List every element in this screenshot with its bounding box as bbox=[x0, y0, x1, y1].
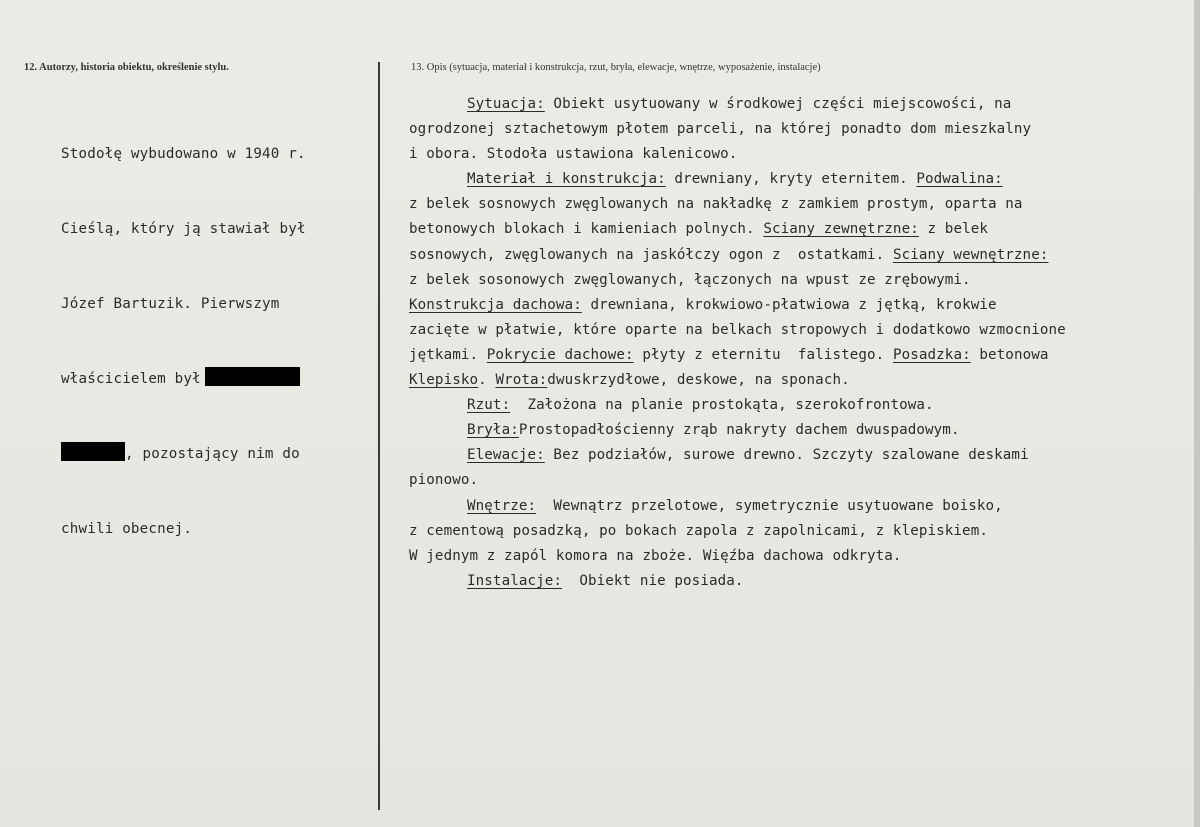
redaction-block bbox=[61, 442, 125, 461]
desc-line: z belek sosnowych zwęglowanych na nakładkę z zamkiem prostym, oparta na bbox=[409, 196, 1023, 213]
desc-line: pionowo. bbox=[409, 472, 479, 489]
desc-text: z belek bbox=[918, 221, 989, 238]
page-edge bbox=[1194, 0, 1200, 827]
desc-text: betonowych blokach i kamieniach polnych. bbox=[409, 221, 764, 238]
desc-line: ogrodzonej sztachetowym płotem parceli, na której ponadto dom mieszkalny bbox=[409, 121, 1032, 138]
history-line-text: , pozostający nim do bbox=[125, 446, 300, 462]
history-line: Cieślą, który ją stawiał był bbox=[61, 221, 306, 237]
desc-text: Obiekt usytuowany w środkowej części miejscowości, na bbox=[544, 96, 1012, 112]
label-bryla: Bryła: bbox=[467, 422, 519, 439]
label-sciany-zewnetrzne: Sciany zewnętrzne: bbox=[763, 221, 919, 238]
desc-text: drewniany, kryty eternitem. bbox=[665, 171, 917, 188]
label-sytuacja: Sytuacja: bbox=[467, 96, 545, 112]
history-line: Józef Bartuzik. Pierwszym bbox=[61, 296, 280, 312]
history-line-text: właścicielem był bbox=[61, 371, 201, 387]
desc-line bbox=[409, 494, 1184, 519]
desc-line bbox=[409, 418, 1184, 443]
desc-text: . bbox=[478, 372, 496, 389]
desc-line bbox=[409, 243, 1184, 268]
column-divider bbox=[378, 62, 380, 810]
desc-text: Bez podziałów, surowe drewno. Szczyty szalowane deskami bbox=[544, 447, 1029, 464]
label-wnetrze: Wnętrze: bbox=[467, 497, 537, 514]
desc-line bbox=[409, 343, 1184, 368]
description-text bbox=[409, 92, 1184, 594]
label-sciany-wewnetrzne: Sciany wewnętrzne: bbox=[892, 246, 1049, 263]
desc-line bbox=[409, 368, 1184, 393]
desc-line: z cementową posadzką, po bokach zapola z zapolnicami, z klepiskiem. bbox=[409, 522, 988, 539]
history-line: Stodołę wybudowano w 1940 r. bbox=[61, 146, 306, 162]
desc-line: W jednym z zapól komora na zboże. Więźba dachowa odkryta. bbox=[409, 547, 902, 564]
label-posadzka: Posadzka: bbox=[892, 346, 971, 363]
desc-text: Założona na planie prostokąta, szerokofrontowa. bbox=[510, 397, 934, 414]
desc-line bbox=[409, 443, 1184, 468]
label-material: Materiał i konstrukcja: bbox=[467, 171, 666, 188]
history-line bbox=[61, 442, 361, 467]
desc-text: betonowa bbox=[970, 346, 1049, 363]
desc-line: zacięte w płatwie, które oparte na belkach stropowych i dodatkowo wzmocnione bbox=[409, 321, 1066, 338]
label-konstrukcja-dachowa: Konstrukcja dachowa: bbox=[409, 296, 582, 313]
desc-text: płyty z eternitu falistego. bbox=[633, 346, 893, 363]
desc-text: Prostopadłościenny zrąb nakryty dachem dwuspadowym. bbox=[518, 422, 960, 439]
desc-line bbox=[409, 393, 1184, 418]
desc-text: jętkami. bbox=[409, 346, 487, 363]
desc-text: drewniana, krokwiowo-płatwiowa z jętką, krokwie bbox=[581, 296, 997, 313]
section-12-header: 12. Autorzy, historia obiektu, określenie stylu. bbox=[24, 62, 229, 73]
label-elewacje: Elewacje: bbox=[467, 447, 545, 464]
desc-line bbox=[409, 293, 1184, 318]
label-podwalina: Podwalina: bbox=[916, 171, 1003, 188]
label-klepisko: Klepisko bbox=[409, 372, 479, 389]
desc-line: i obora. Stodoła ustawiona kalenicowo. bbox=[409, 146, 738, 163]
redaction-block bbox=[205, 367, 300, 386]
desc-text: Obiekt nie posiada. bbox=[562, 572, 744, 589]
label-instalacje: Instalacje: bbox=[467, 572, 563, 589]
desc-line bbox=[409, 217, 1184, 242]
desc-line bbox=[409, 569, 1184, 594]
desc-line bbox=[409, 92, 1184, 117]
desc-line: z belek sosonowych zwęglowanych, łączonych na wpust ze zrębowymi. bbox=[409, 271, 971, 288]
desc-text: sosnowych, zwęglowanych na jaskółczy ogon z ostatkami. bbox=[409, 246, 893, 263]
history-text bbox=[61, 92, 361, 592]
desc-line bbox=[409, 167, 1184, 192]
history-line bbox=[61, 367, 361, 392]
desc-text: Wewnątrz przelotowe, symetrycznie usytuowane boisko, bbox=[536, 497, 1003, 514]
desc-text: dwuskrzydłowe, deskowe, na sponach. bbox=[547, 372, 850, 389]
label-pokrycie-dachowe: Pokrycie dachowe: bbox=[486, 346, 634, 363]
label-wrota: Wrota: bbox=[495, 372, 548, 389]
section-13-header: 13. Opis (sytuacja, materiał i konstrukcja, rzut, bryła, elewacje, wnętrze, wyposażenie, instalacje) bbox=[411, 62, 821, 73]
history-line: chwili obecnej. bbox=[61, 521, 193, 537]
label-rzut: Rzut: bbox=[467, 397, 511, 414]
